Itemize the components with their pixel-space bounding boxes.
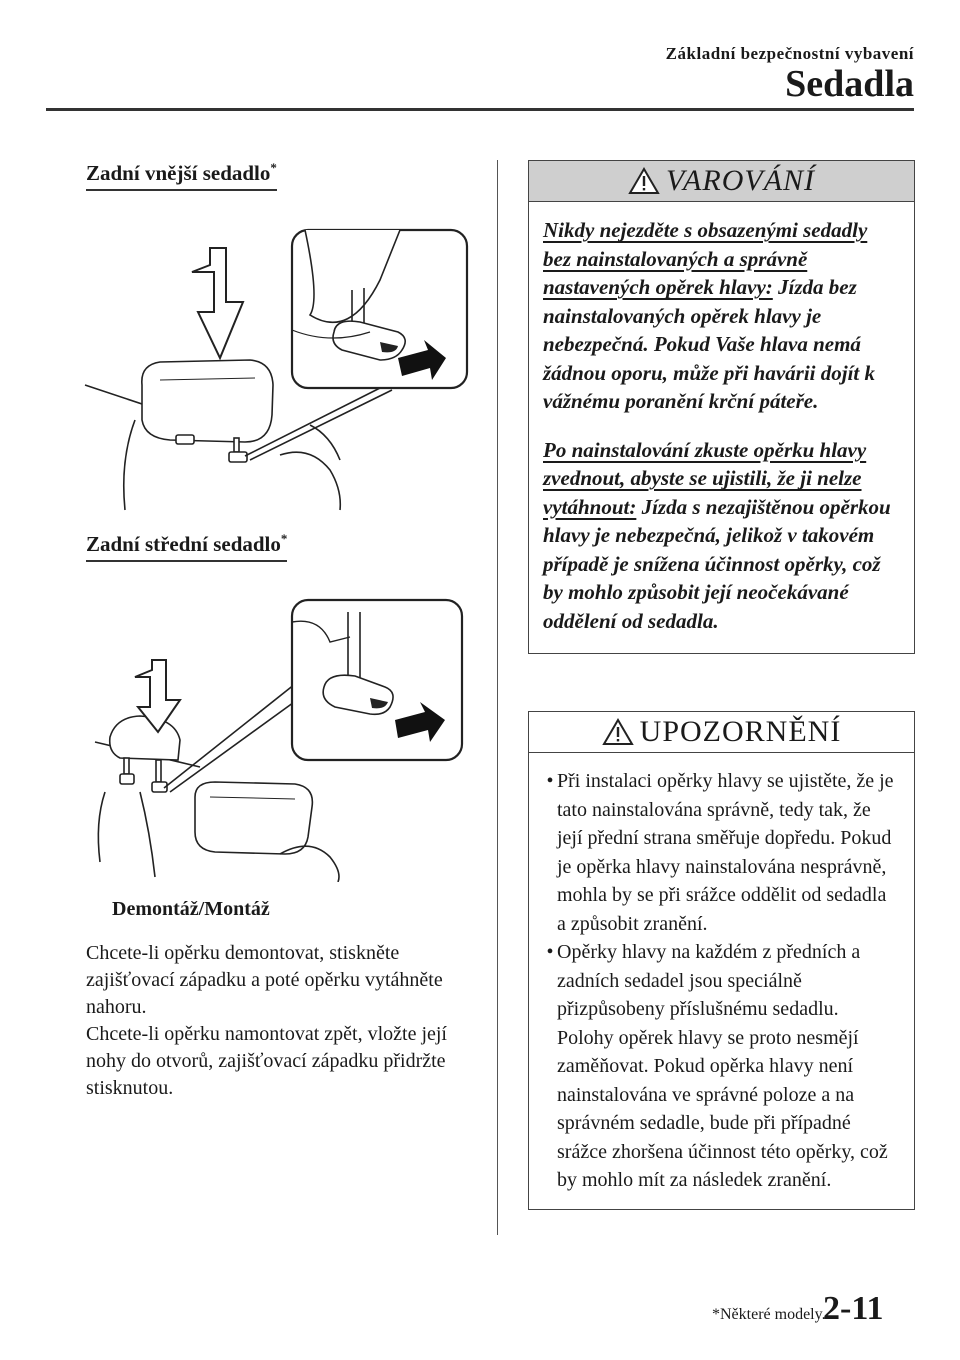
caution-header	[529, 712, 914, 753]
bullet: •	[546, 770, 554, 792]
list-item	[543, 767, 900, 938]
warning-triangle-icon	[602, 718, 634, 746]
heading-center-seat-text: Zadní střední sedadlo	[86, 532, 281, 556]
footnote: *Některé modely.	[712, 1306, 826, 1323]
caution-box	[528, 711, 915, 1210]
figure-caption: Demontáž/Montáž	[112, 898, 270, 920]
warning-box	[528, 160, 915, 654]
center-seat-headrest-figure	[80, 592, 480, 882]
warning-lead-1: Nikdy nejezděte s obsazenými sedadly bez nainstalovaných a správně nastavených opěrek hlavy:	[543, 218, 868, 299]
paragraph-install: Chcete-li opěrku namontovat zpět, vložte její nohy do otvorů, zajišťovací západku přidržte stisknutou.	[86, 1023, 447, 1099]
asterisk: *	[270, 160, 277, 175]
column-divider	[497, 160, 498, 1235]
page-number: 2-11	[823, 1290, 884, 1327]
heading-outer-seat	[86, 160, 277, 191]
caution-label: UPOZORNĚNÍ	[639, 715, 842, 748]
outer-seat-headrest-figure	[80, 220, 480, 520]
warning-header	[529, 161, 914, 202]
heading-outer-seat-text: Zadní vnější sedadlo	[86, 161, 271, 185]
warning-body	[529, 202, 914, 653]
warning-lead-2: Po nainstalování zkuste opěrku hlavy zvednout, abyste se ujistili, že ji nelze vytáhnout:	[543, 437, 867, 519]
heading-center-seat	[86, 531, 287, 562]
section-title: Základní bezpečnostní vybavení	[665, 44, 914, 63]
paragraph-remove: Chcete-li opěrku demontovat, stiskněte zajišťovací západku a poté opěrku vytáhněte nahoru.	[86, 942, 443, 1018]
warning-triangle-icon	[628, 167, 660, 195]
list-item	[543, 938, 900, 1195]
asterisk: *	[280, 531, 288, 546]
header-rule	[46, 108, 914, 111]
bullet: •	[546, 941, 554, 963]
warning-label: VAROVÁNÍ	[665, 164, 816, 197]
caution-item-1: Při instalaci opěrky hlavy se ujistěte, že je tato nainstalována správně, tedy tak, že její přední strana směřuje dopředu. Pokud je opěrka hlavy nainstalována nesprávně, mohla by se při srážce oddělit od sedadla a způsobit zranění.	[557, 770, 894, 935]
warning-text-2: Jízda s nezajištěnou opěrkou hlavy je nebezpečná, jelikož v takovém případě je snížena účinnost opěrky, což by mohlo způsobit její neočekávané oddělení od sedadla.	[543, 494, 891, 633]
caution-body	[529, 753, 914, 1209]
body-text	[86, 940, 486, 1102]
warning-text-1: Jízda bez nainstalovaných opěrek hlavy je nebezpečná. Pokud Vaše hlava nemá žádnou oporu, může při havárii dojít k vážnému poranění krční páteře.	[543, 275, 875, 413]
page-title: Sedadla	[785, 63, 914, 105]
caution-item-2: Opěrky hlavy na každém z předních a zadních sedadel jsou speciálně přizpůsobeny příslušnému sedadlu. Polohy opěrek hlavy se proto nesmějí zaměňovat. Pokud opěrka hlavy není nainstalována ve správné poloze a na správném sedadle, bude při případné srážce zhoršena účinnost této opěrky, což by mohlo mít za následek zranění.	[557, 941, 888, 1191]
